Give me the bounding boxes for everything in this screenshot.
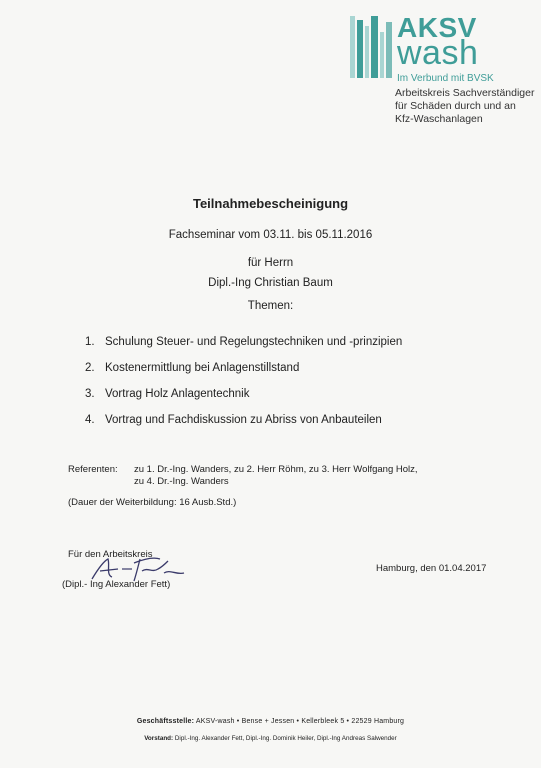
org-line: Arbeitskreis Sachverständiger [395, 87, 535, 99]
footer-office [0, 718, 541, 725]
topic-text: Vortrag und Fachdiskussion zu Abriss von Anbauteilen [105, 414, 382, 426]
recipient-name: Dipl.-Ing Christian Baum [208, 277, 333, 289]
aksv-wash-logo [350, 14, 510, 84]
certificate-title: Teilnahmebescheinigung [192, 196, 349, 211]
logo-text-aksv: AKSV [397, 12, 477, 43]
board-text: Dipl.-Ing. Alexander Fett, Dipl.-Ing. Dominik Heiler, Dipl.-Ing Andreas Salwender [174, 735, 397, 742]
footer-board [0, 735, 541, 742]
list-item [85, 362, 402, 388]
speakers-label: Referenten: [68, 464, 118, 475]
for-organization: Für den Arbeitskreis [68, 549, 153, 560]
place-date: Hamburg, den 01.04.2017 [376, 563, 487, 574]
topic-number: 4. [85, 414, 95, 426]
org-line: für Schäden durch und an [395, 100, 516, 112]
signer-name: (Dipl.- Ing Alexander Fett) [62, 579, 171, 590]
themes-label: Themen: [247, 300, 294, 312]
logo-verbund: Im Verbund mit BVSK [397, 73, 494, 84]
organization-description [395, 87, 535, 126]
recipient-salutation: für Herrn [247, 257, 294, 269]
seminar-dates: Fachseminar vom 03.11. bis 05.11.2016 [168, 229, 373, 241]
topic-text: Schulung Steuer- und Regelungstechniken und -prinzipien [105, 336, 403, 348]
topic-number: 1. [85, 336, 95, 348]
office-text: AKSV-wash • Bense + Jessen • Kellerbleek 5 • 22529 Hamburg [195, 718, 405, 725]
speakers-line: zu 1. Dr.-Ing. Wanders, zu 2. Herr Röhm, zu 3. Herr Wolfgang Holz, [134, 464, 418, 475]
org-line: Kfz-Waschanlagen [395, 113, 483, 125]
topic-text: Vortrag Holz Anlagentechnik [105, 388, 250, 400]
topics-list [85, 336, 402, 440]
list-item [85, 336, 402, 362]
logo-text-wash: wash [397, 34, 479, 72]
board-label: Vorstand: [144, 735, 174, 742]
topic-number: 3. [85, 388, 95, 400]
list-item [85, 388, 402, 414]
office-label: Geschäftsstelle: [136, 718, 195, 725]
list-item [85, 414, 402, 440]
topic-text: Kostenermittlung bei Anlagenstillstand [105, 362, 300, 374]
speakers-line: zu 4. Dr.-Ing. Wanders [134, 476, 229, 487]
topic-number: 2. [85, 362, 95, 374]
training-duration: (Dauer der Weiterbildung: 16 Ausb.Std.) [68, 497, 237, 508]
logo-bars-icon [350, 16, 394, 78]
